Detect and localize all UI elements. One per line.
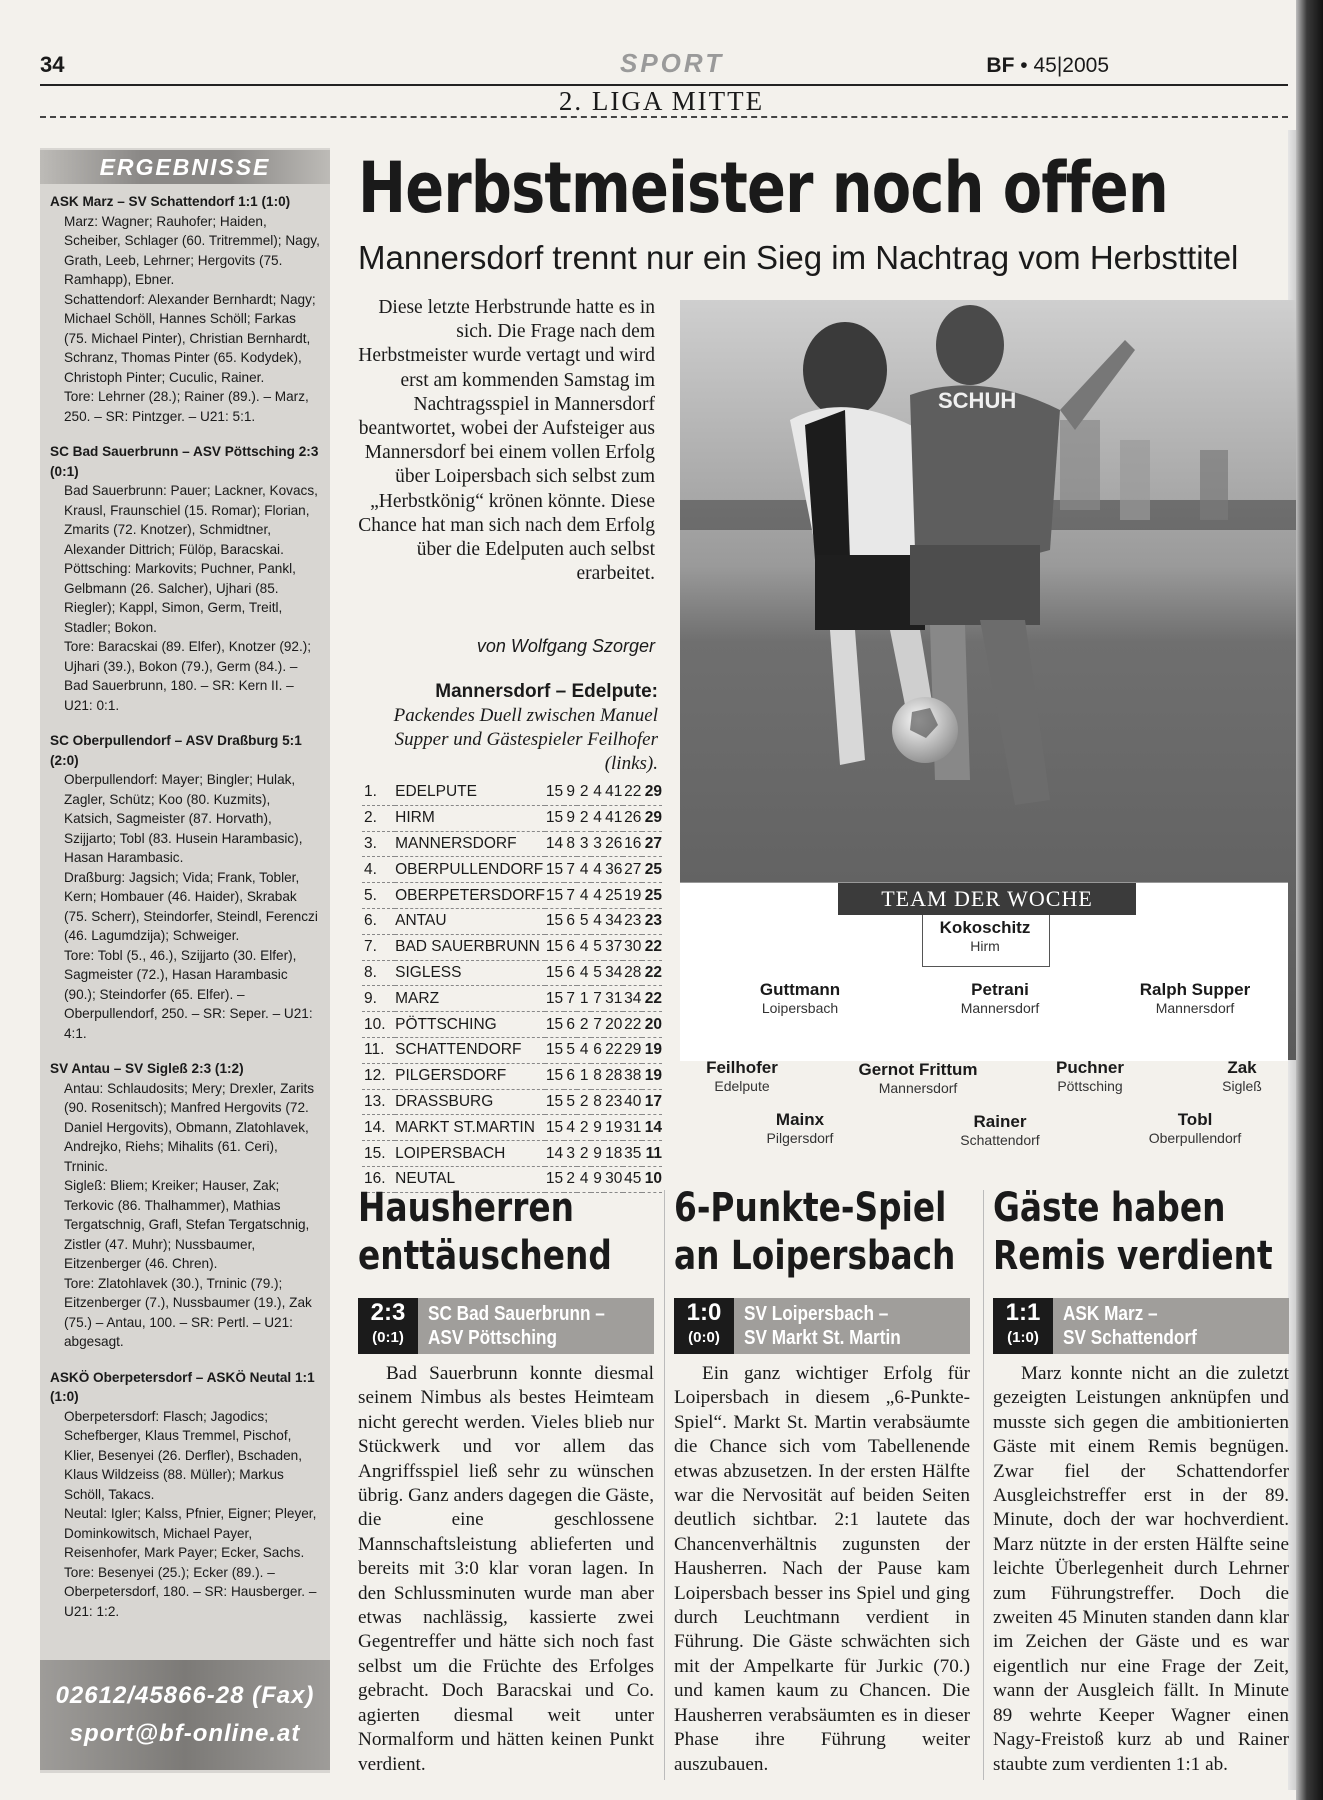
headline-line: 6-Punkte-Spiel	[674, 1185, 947, 1231]
headline-line: enttäuschend	[358, 1233, 612, 1279]
player-name: Ralph Supper	[1139, 980, 1251, 999]
fax-number: 02612/45866-28 (Fax)	[55, 1682, 315, 1709]
won-cell: 6	[564, 1063, 577, 1089]
halftime-score: (0:0)	[688, 1329, 720, 1346]
points-cell: 10	[642, 1166, 662, 1192]
points-cell: 29	[642, 805, 662, 831]
rank-cell: 15.	[362, 1141, 395, 1167]
final-score: 1:1	[1005, 1299, 1041, 1326]
away-team: SV Markt St. Martin	[744, 1327, 901, 1349]
player-name: Puchner	[1055, 1058, 1125, 1077]
subsection-title: 2. LIGA MITTE	[558, 86, 765, 116]
lost-cell: 7	[591, 1012, 604, 1038]
points-cell: 25	[642, 883, 662, 909]
goals-for-cell: 31	[604, 986, 623, 1012]
team-player	[700, 1110, 900, 1146]
player-club: Sigleß	[1222, 1078, 1262, 1094]
played-cell: 15	[545, 857, 564, 883]
result-line: Tore: Besenyei (25.); Ecker (89.). – Oberpetersdorf, 180. – SR: Hausberger. – U21: 1:2.	[64, 1564, 317, 1619]
drawn-cell: 4	[577, 1166, 590, 1192]
rank-cell: 14.	[362, 1115, 395, 1141]
result-line: Sigleß: Bliem; Kreiker; Hauser, Zak; Terkovic (86. Thalhammer), Mathias Tergatschnig, Grafl, Stefan Tergatschnig, Zistler (47. Muhr); Nussbaumer, Eitzenberger (46. Chren).	[64, 1178, 310, 1271]
points-cell: 20	[642, 1012, 662, 1038]
player-name: Tobl	[1177, 1110, 1213, 1129]
played-cell: 15	[545, 934, 564, 960]
goals-against-cell: 26	[623, 805, 642, 831]
won-cell: 6	[564, 934, 577, 960]
result-heading: SC Bad Sauerbrunn – ASV Pöttsching 2:3 (0:1)	[50, 444, 319, 479]
headline-line: Remis verdient	[993, 1233, 1273, 1279]
goals-against-cell: 35	[623, 1141, 642, 1167]
goals-for-cell: 22	[604, 1037, 623, 1063]
table-row	[362, 883, 662, 909]
won-cell: 5	[564, 1089, 577, 1115]
table-row	[362, 857, 662, 883]
match-teams	[744, 1302, 901, 1350]
player-club: Hirm	[970, 938, 1000, 954]
player-name: Kokoschitz	[939, 918, 1031, 937]
team-cell: MARZ	[395, 986, 545, 1012]
team-cell: PILGERSDORF	[395, 1063, 545, 1089]
team-player	[900, 980, 1100, 1016]
table-row	[362, 1063, 662, 1089]
goals-against-cell: 45	[623, 1166, 642, 1192]
goals-against-cell: 22	[623, 1012, 642, 1038]
drawn-cell: 4	[577, 857, 590, 883]
goals-against-cell: 19	[623, 883, 642, 909]
player-club: Pöttsching	[1057, 1078, 1123, 1094]
page-edge	[1296, 0, 1323, 1800]
lost-cell: 4	[591, 857, 604, 883]
player-club: Mannersdorf	[878, 1080, 958, 1096]
played-cell: 15	[545, 960, 564, 986]
played-cell: 15	[545, 1166, 564, 1192]
team-cell: PÖTTSCHING	[395, 1012, 545, 1038]
caption-bold: Mannersdorf – Edelpute:	[435, 681, 658, 702]
table-row	[362, 960, 662, 986]
goals-for-cell: 25	[604, 883, 623, 909]
article-subheadline: Mannersdorf trennt nur ein Sieg im Nachtrag vom Herbsttitel	[358, 239, 1239, 276]
result-line: Tore: Tobl (5., 46.), Szijjarto (30. Elfer), Sagmeister (72.), Hasan Harambasic (90.); Steindorfer (65. Elfer). – Oberpullendorf, 250. – SR: Seper. – U21: 4:1.	[64, 947, 313, 1041]
headline-line: an Loipersbach	[674, 1233, 956, 1279]
column-headline	[674, 1184, 955, 1280]
column-body: Bad Sauerbrunn konnte diesmal seinem Nimbus als bestes Heimteam nicht gerecht werden. Vieles blieb nur Stückwerk und vor allem das Angriffsspiel ließ sehr zu wünschen übrig. Ganz anders dagegen die Gäste, die eine geschlossene Mannschaftsleistung ablieferten und bereits mit 3:0 klar voran lagen. In den Schlussminuten wurde man aber etwas nachlässig, kassierte zwei Gegentreffer und hätte sich noch fast selbst um die Früchte des Erfolges gebracht. Doch Baracskai und Co. agierten diesmal weit unter Normalform und hätten keinen Punkt verdient.	[358, 1363, 654, 1775]
played-cell: 15	[545, 908, 564, 934]
contact-email[interactable]: sport@bf-online.at	[69, 1720, 301, 1747]
result-line: Bad Sauerbrunn: Pauer; Lackner, Kovacs, Krausl, Fraunschiel (15. Romar); Florian, Zmarits (72. Knotzer), Schmidtner, Alexander Dittrich; Fülöp, Baracskai.	[64, 483, 318, 557]
team-cell: BAD SAUERBRUNN	[395, 934, 545, 960]
column-body: Marz konnte nicht an die zuletzt gezeigten Leistungen anknüpfen und musste sich gegen die ambitionierten Gäste mit einem Remis begnügen. Zwar fiel der Schattendorfer Ausgleichstreffer erst in der 89. Minute, doch der war hochverdient. Marz nützte in der ersten Hälfte seine leichte Überlegenheit durch Lehrner zum Führungstreffer. Doch die zweiten 45 Minuten standen dann klar im Zeichen der Gäste und es war eigentlich nur eine Frage der Zeit, wann der Ausgleich fällt. In Minute 89 wehrte Keeper Wagner einen Nagy-Freistoß kurz ab und Rainer staubte zum verdienten 1:1 ab.	[993, 1363, 1289, 1775]
played-cell: 14	[545, 1141, 564, 1167]
team-player	[1142, 1058, 1323, 1094]
drawn-cell: 2	[577, 780, 590, 805]
lost-cell: 4	[591, 805, 604, 831]
article-headline: Herbstmeister noch offen	[358, 147, 1168, 229]
rank-cell: 13.	[362, 1089, 395, 1115]
points-cell: 17	[642, 1089, 662, 1115]
goals-for-cell: 34	[604, 908, 623, 934]
team-cell: HIRM	[395, 805, 545, 831]
rank-cell: 7.	[362, 934, 395, 960]
drawn-cell: 5	[577, 908, 590, 934]
goals-against-cell: 27	[623, 857, 642, 883]
won-cell: 7	[564, 883, 577, 909]
rank-cell: 16.	[362, 1166, 395, 1192]
goals-for-cell: 28	[604, 1063, 623, 1089]
contact-box	[40, 1660, 330, 1770]
match-teams	[428, 1302, 605, 1350]
drawn-cell: 1	[577, 1063, 590, 1089]
player-club: Pilgersdorf	[766, 1130, 834, 1146]
drawn-cell: 2	[577, 1141, 590, 1167]
won-cell: 4	[564, 1115, 577, 1141]
won-cell: 5	[564, 1037, 577, 1063]
drawn-cell: 4	[577, 1037, 590, 1063]
goals-against-cell: 22	[623, 780, 642, 805]
goals-for-cell: 34	[604, 960, 623, 986]
player-club: Mannersdorf	[1155, 1000, 1235, 1016]
table-row	[362, 1115, 662, 1141]
lost-cell: 3	[591, 831, 604, 857]
goals-for-cell: 37	[604, 934, 623, 960]
team-cell: SCHATTENDORF	[395, 1037, 545, 1063]
points-cell: 22	[642, 934, 662, 960]
table-row	[362, 908, 662, 934]
result-line: Antau: Schlaudosits; Mery; Drexler, Zarits (90. Rosenitsch); Manfred Hergovits (72. Daniel Hergovits), Obmann, Zlatohlavek, Andrejko, Riehs; Mihalits (61. Ceri), Trninic.	[64, 1080, 315, 1174]
goals-against-cell: 31	[623, 1115, 642, 1141]
rank-cell: 11.	[362, 1037, 395, 1063]
article-intro: Diese letzte Herbstrunde hatte es in sich. Die Frage nach dem Herbstmeister wurde vertagt und wird erst am kommenden Samstag im Nachtragsspiel in Mannersdorf beantwortet, wobei der Aufsteiger aus Mannersdorf bei einem vollen Erfolg über Loipersbach sich selbst zum „Herbstkönig“ krönen könnte. Diese Chance hat man sich nach dem Erfolg über die Edelputen auch selbst erarbeitet.	[358, 297, 655, 585]
team-player	[700, 980, 900, 1016]
lost-cell: 9	[591, 1141, 604, 1167]
goals-for-cell: 19	[604, 1115, 623, 1141]
jersey-text: SCHUH	[938, 388, 1017, 413]
team-player	[1095, 1110, 1295, 1146]
points-cell: 14	[642, 1115, 662, 1141]
halftime-score: (1:0)	[1007, 1329, 1039, 1346]
team-player	[642, 1058, 842, 1094]
goals-for-cell: 18	[604, 1141, 623, 1167]
team-cell: LOIPERSBACH	[395, 1141, 545, 1167]
goals-for-cell: 41	[604, 780, 623, 805]
player-club: Loipersbach	[761, 1000, 839, 1016]
points-cell: 23	[642, 908, 662, 934]
score-box	[358, 1298, 418, 1354]
drawn-cell: 2	[577, 1115, 590, 1141]
score-box	[674, 1298, 734, 1354]
result-line: Oberpullendorf: Mayer; Bingler; Hulak, Zagler, Schütz; Koo (80. Kuzmits), Katsich, Sagmeister (87. Horvath), Szijjarto; Tobl (83. Husein Harambasic), Hasan Harambasic.	[64, 772, 303, 865]
photo-caption	[368, 680, 658, 776]
home-team: SV Loipersbach –	[744, 1303, 889, 1325]
lost-cell: 5	[591, 960, 604, 986]
caption-text: Packendes Duell zwischen Manuel Supper und Gästespieler Feilhofer (links).	[393, 705, 658, 774]
standings-table	[362, 780, 662, 1193]
away-team: ASV Pöttsching	[428, 1327, 558, 1349]
goals-against-cell: 30	[623, 934, 642, 960]
drawn-cell: 1	[577, 986, 590, 1012]
team-cell: EDELPUTE	[395, 780, 545, 805]
drawn-cell: 4	[577, 883, 590, 909]
result-line: Tore: Zlatohlavek (30.), Trninic (79.); Eitzenberger (7.), Nussbaumer (19.), Zak (75.) – Antau, 100. – SR: Pertl. – U21: abgesagt.	[64, 1275, 312, 1349]
points-cell: 22	[642, 986, 662, 1012]
result-block	[50, 1059, 320, 1352]
played-cell: 15	[545, 1063, 564, 1089]
lost-cell: 7	[591, 986, 604, 1012]
won-cell: 2	[564, 1166, 577, 1192]
lost-cell: 6	[591, 1037, 604, 1063]
team-cell: MARKT ST.MARTIN	[395, 1115, 545, 1141]
score-banner	[358, 1298, 654, 1354]
rank-cell: 6.	[362, 908, 395, 934]
result-heading: ASKÖ Oberpetersdorf – ASKÖ Neutal 1:1 (1:0)	[50, 1369, 315, 1404]
points-cell: 22	[642, 960, 662, 986]
result-line: Pöttsching: Markovits; Puchner, Pankl, Gelbmann (26. Salcher), Ujhari (85. Riegler); Kappl, Simon, Germ, Treitl, Stadler; Bokon.	[64, 561, 296, 635]
player-name: Guttmann	[759, 980, 841, 999]
player-club: Oberpullendorf	[1148, 1130, 1242, 1146]
result-heading: SC Oberpullendorf – ASV Draßburg 5:1 (2:0)	[50, 733, 302, 768]
result-block	[50, 731, 320, 1043]
won-cell: 9	[564, 780, 577, 805]
played-cell: 15	[545, 1115, 564, 1141]
drawn-cell: 2	[577, 805, 590, 831]
result-heading: ASK Marz – SV Schattendorf 1:1 (1:0)	[50, 194, 291, 209]
final-score: 1:0	[686, 1299, 722, 1326]
goals-for-cell: 36	[604, 857, 623, 883]
column-headline	[993, 1184, 1273, 1280]
goals-against-cell: 38	[623, 1063, 642, 1089]
table-row	[362, 805, 662, 831]
lost-cell: 4	[591, 780, 604, 805]
points-cell: 27	[642, 831, 662, 857]
lost-cell: 5	[591, 934, 604, 960]
header-dashed-rule	[40, 116, 1288, 118]
rank-cell: 9.	[362, 986, 395, 1012]
won-cell: 6	[564, 960, 577, 986]
points-cell: 25	[642, 857, 662, 883]
table-row	[362, 986, 662, 1012]
played-cell: 15	[545, 883, 564, 909]
played-cell: 15	[545, 986, 564, 1012]
column-divider	[664, 1190, 665, 1780]
played-cell: 15	[545, 1012, 564, 1038]
result-line: Marz: Wagner; Rauhofer; Haiden, Scheiber, Schlager (60. Tritremmel); Nagy, Grath, Leeb, Lehrner; Hergovits (75. Ramhapp), Ebner.	[64, 213, 320, 287]
result-line: Tore: Lehrner (28.); Rainer (89.). – Marz, 250. – SR: Pintzger. – U21: 5:1.	[64, 389, 309, 424]
player-club: Mannersdorf	[960, 1000, 1040, 1016]
goals-for-cell: 20	[604, 1012, 623, 1038]
rank-cell: 8.	[362, 960, 395, 986]
column-headline	[358, 1184, 612, 1280]
drawn-cell: 4	[577, 934, 590, 960]
goals-for-cell: 41	[604, 805, 623, 831]
won-cell: 3	[564, 1141, 577, 1167]
home-team: SC Bad Sauerbrunn –	[428, 1303, 605, 1325]
team-player	[885, 918, 1085, 954]
won-cell: 7	[564, 986, 577, 1012]
goals-against-cell: 29	[623, 1037, 642, 1063]
won-cell: 8	[564, 831, 577, 857]
team-player	[818, 1060, 1018, 1096]
goals-against-cell: 23	[623, 908, 642, 934]
team-cell: OBERPULLENDORF	[395, 857, 545, 883]
score-banner	[674, 1298, 970, 1354]
drawn-cell: 3	[577, 831, 590, 857]
goals-for-cell: 23	[604, 1089, 623, 1115]
result-line: Oberpetersdorf: Flasch; Jagodics; Schefberger, Klaus Tremmel, Pischof, Klier, Besenyei (26. Derfler), Bschaden, Klaus Wildzeiss (88. Müller); Markus Schöll, Takacs.	[64, 1408, 303, 1502]
final-score: 2:3	[370, 1299, 406, 1326]
results-list	[50, 192, 320, 1637]
match-teams	[1063, 1302, 1197, 1350]
score-box	[993, 1298, 1053, 1354]
halftime-score: (0:1)	[372, 1329, 404, 1346]
table-row	[362, 934, 662, 960]
points-cell: 11	[642, 1141, 662, 1167]
lost-cell: 4	[591, 908, 604, 934]
headline-line: Gäste haben	[993, 1185, 1226, 1231]
played-cell: 15	[545, 1089, 564, 1115]
rank-cell: 5.	[362, 883, 395, 909]
table-row	[362, 831, 662, 857]
team-cell: NEUTAL	[395, 1166, 545, 1192]
headline-line: Hausherren	[358, 1185, 575, 1231]
table-row	[362, 1141, 662, 1167]
team-player	[1095, 980, 1295, 1016]
player-name: Rainer	[973, 1112, 1027, 1131]
won-cell: 6	[564, 1012, 577, 1038]
player-club: Schattendorf	[960, 1132, 1040, 1148]
points-cell: 29	[642, 780, 662, 805]
drawn-cell: 2	[577, 1089, 590, 1115]
played-cell: 15	[545, 805, 564, 831]
player-name: Gernot Frittum	[858, 1060, 978, 1079]
result-line: Neutal: Igler; Kalss, Pfnier, Eigner; Pleyer, Dominkowitsch, Michael Payer, Reisenhofer, Mark Payer; Ecker, Sachs.	[64, 1506, 317, 1560]
lost-cell: 9	[591, 1166, 604, 1192]
team-player	[900, 1112, 1100, 1148]
score-banner	[993, 1298, 1289, 1354]
won-cell: 9	[564, 805, 577, 831]
rank-cell: 12.	[362, 1063, 395, 1089]
result-block	[50, 192, 320, 426]
page-number: 34	[40, 52, 65, 77]
issue-separator: •	[1020, 54, 1028, 77]
result-heading: SV Antau – SV Sigleß 2:3 (1:2)	[50, 1061, 244, 1076]
result-line: Draßburg: Jagsich; Vida; Frank, Tobler, Kern; Hombauer (46. Haider), Skrabak (75. Scherr), Steindorfer, Steindl, Ferenczi (46. Lagumdzija); Schweiger.	[64, 869, 318, 943]
won-cell: 6	[564, 908, 577, 934]
result-line: Tore: Baracskai (89. Elfer), Knotzer (92.); Ujhari (39.), Bokon (79.), Germ (84.). – Bad Sauerbrunn, 180. – SR: Kern II. – U21: 0:1.	[64, 639, 312, 713]
goals-against-cell: 16	[623, 831, 642, 857]
publication-name: BF	[986, 54, 1015, 77]
lost-cell: 8	[591, 1063, 604, 1089]
rank-cell: 3.	[362, 831, 395, 857]
rank-cell: 10.	[362, 1012, 395, 1038]
results-title: ERGEBNISSE	[40, 150, 330, 184]
lost-cell: 4	[591, 883, 604, 909]
played-cell: 15	[545, 1037, 564, 1063]
goals-against-cell: 28	[623, 960, 642, 986]
home-team: ASK Marz –	[1063, 1303, 1158, 1325]
rank-cell: 4.	[362, 857, 395, 883]
won-cell: 7	[564, 857, 577, 883]
player-name: Mainx	[775, 1110, 825, 1129]
publication-issue	[986, 54, 1109, 78]
player-name: Petrani	[971, 980, 1029, 999]
team-of-week-title: TEAM DER WOCHE	[838, 883, 1136, 915]
away-team: SV Schattendorf	[1063, 1327, 1197, 1349]
table-row	[362, 1037, 662, 1063]
table-row	[362, 1012, 662, 1038]
player-name: Feilhofer	[706, 1058, 778, 1077]
result-line: Schattendorf: Alexander Bernhardt; Nagy; Michael Schöll, Hannes Schöll; Farkas (75. Michael Pinter), Christian Bernhardt, Schranz, Thomas Pinter (65. Kodydek), Christoph Pinter; Cuculic, Rainer.	[64, 291, 316, 385]
drawn-cell: 2	[577, 1012, 590, 1038]
lost-cell: 8	[591, 1089, 604, 1115]
rank-cell: 1.	[362, 780, 395, 805]
goals-against-cell: 40	[623, 1089, 642, 1115]
team-cell: ANTAU	[395, 908, 545, 934]
lost-cell: 9	[591, 1115, 604, 1141]
drawn-cell: 4	[577, 960, 590, 986]
column-divider	[983, 1190, 984, 1780]
team-cell: DRASSBURG	[395, 1089, 545, 1115]
rank-cell: 2.	[362, 805, 395, 831]
table-row	[362, 780, 662, 805]
played-cell: 14	[545, 831, 564, 857]
player-club: Edelpute	[714, 1078, 770, 1094]
issue-number: 45|2005	[1033, 54, 1109, 77]
team-cell: OBERPETERSDORF	[395, 883, 545, 909]
goals-against-cell: 34	[623, 986, 642, 1012]
column-body: Ein ganz wichtiger Erfolg für Loipersbach in diesem „6-Punkte-Spiel“. Markt St. Martin verabsäumte die Chance sich vom Tabellenende etwas abzusetzen. In der ersten Hälfte war die Nervosität auf beiden Seiten deutlich sichtbar. 2:1 lautete das Chancenverhältnis zugunsten der Hausherren. Nach der Pause kam Loipersbach besser ins Spiel und ging durch Leuchtmann verdient in Führung. Die Gäste schwächten sich mit der Ampelkarte für Jurkic (70.) und kamen kaum zu Chancen. Die Hausherren verabsäumten es in dieser Phase ihre Führung weiter auszubauen.	[674, 1363, 970, 1775]
points-cell: 19	[642, 1037, 662, 1063]
goals-for-cell: 26	[604, 831, 623, 857]
team-cell: SIGLESS	[395, 960, 545, 986]
result-block	[50, 442, 320, 715]
team-cell: MANNERSDORF	[395, 831, 545, 857]
section-title: SPORT	[620, 48, 725, 78]
result-block	[50, 1368, 320, 1622]
player-name: Zak	[1227, 1058, 1257, 1077]
played-cell: 15	[545, 780, 564, 805]
table-row	[362, 1089, 662, 1115]
article-byline: von Wolfgang Szorger	[476, 636, 655, 656]
points-cell: 19	[642, 1063, 662, 1089]
goals-for-cell: 30	[604, 1166, 623, 1192]
